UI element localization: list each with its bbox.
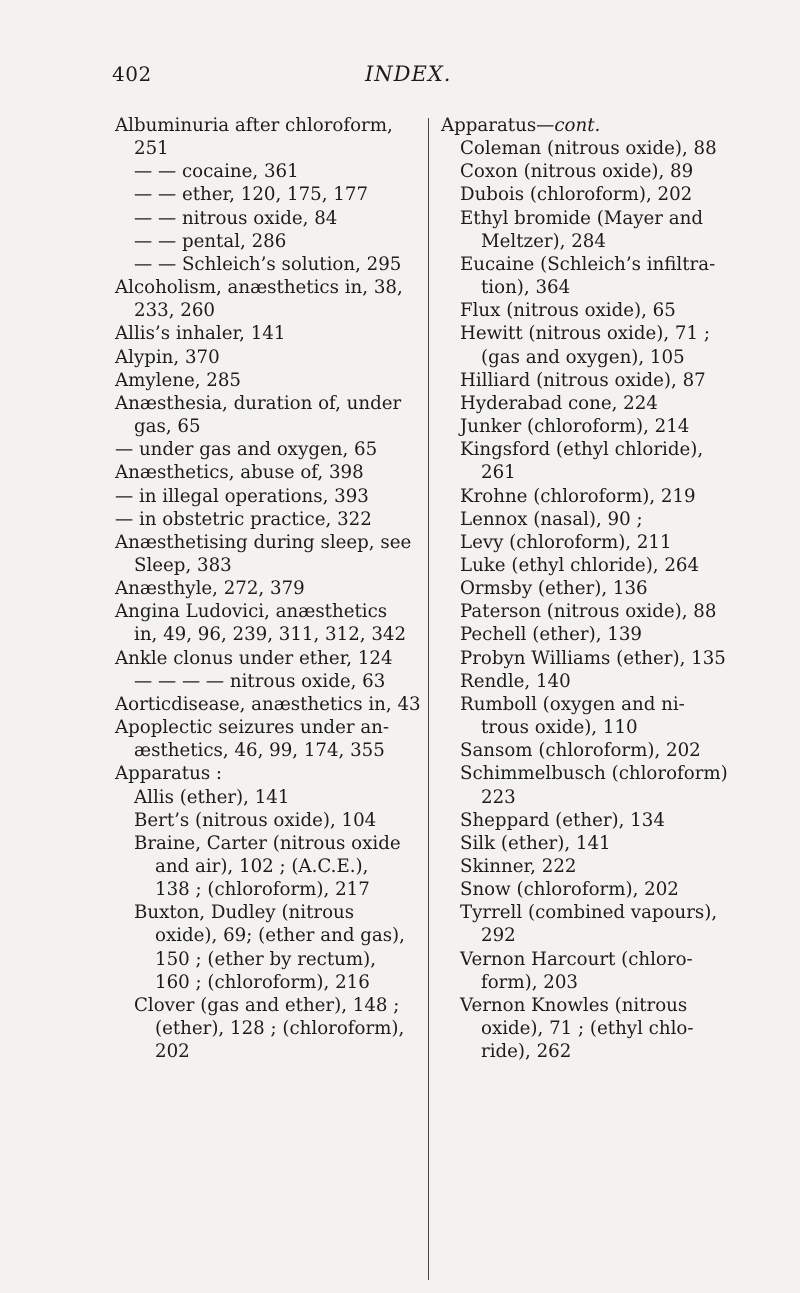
index-entry: Pechell (ether), 139 bbox=[460, 624, 642, 646]
column-divider bbox=[428, 118, 429, 1280]
index-entry: Ankle clonus under ether, 124 bbox=[115, 647, 393, 669]
index-entry: Angina Ludovici, anæsthetics bbox=[115, 601, 388, 623]
index-entry: in, 49, 96, 239, 311, 312, 342 bbox=[134, 624, 407, 646]
index-entry: Levy (chloroform), 211 bbox=[460, 531, 672, 553]
index-entry: Apoplectic seizures under an- bbox=[115, 717, 390, 739]
index-entry: and air), 102 ; (A.C.E.), bbox=[155, 856, 369, 877]
index-entry: Luke (ethyl chloride), 264 bbox=[460, 554, 700, 576]
index-entry: Ethyl bromide (Mayer and bbox=[460, 207, 703, 229]
index-entry: (ether), 128 ; (chloroform), bbox=[155, 1018, 405, 1040]
index-entry: gas, 65 bbox=[134, 416, 201, 438]
index-entry: Probyn Williams (ether), 135 bbox=[460, 647, 726, 669]
index-entry: Alypin, 370 bbox=[115, 346, 220, 368]
index-entry: Albuminuria after chloroform, bbox=[115, 115, 393, 136]
index-entry: 150 ; (ether by rectum), bbox=[155, 948, 377, 970]
index-entry: Aorticdisease, anæsthetics in, 43 bbox=[115, 693, 421, 715]
index-entry: Rumboll (oxygen and ni- bbox=[460, 693, 685, 715]
index-entry: Vernon Harcourt (chloro- bbox=[460, 948, 693, 970]
index-entry: — — ether, 120, 175, 177 bbox=[134, 184, 369, 206]
index-entry: — — cocaine, 361 bbox=[134, 161, 299, 183]
index-entry: Meltzer), 284 bbox=[481, 230, 606, 252]
index-entry: Paterson (nitrous oxide), 88 bbox=[460, 601, 717, 623]
index-entry: Apparatus : bbox=[115, 763, 223, 785]
index-entry: (gas and oxygen), 105 bbox=[481, 346, 685, 368]
index-entry: Coxon (nitrous oxide), 89 bbox=[460, 161, 694, 183]
index-entry: Hilliard (nitrous oxide), 87 bbox=[460, 369, 706, 391]
index-entry-heading bbox=[441, 114, 761, 137]
index-entry: æsthetics, 46, 99, 174, 355 bbox=[134, 740, 385, 762]
index-entry: Hyderabad cone, 224 bbox=[460, 392, 658, 414]
index-entry: 223 bbox=[481, 786, 516, 808]
index-entry: Amylene, 285 bbox=[115, 369, 241, 391]
index-entry: ride), 262 bbox=[481, 1041, 572, 1063]
index-entry: — in illegal operations, 393 bbox=[115, 485, 369, 507]
index-entry: Allis (ether), 141 bbox=[134, 786, 290, 808]
index-entry: Junker (chloroform), 214 bbox=[460, 416, 690, 438]
index-entry: oxide), 71 ; (ethyl chlo- bbox=[481, 1018, 694, 1040]
index-entry: Sleep, 383 bbox=[134, 554, 232, 576]
index-entry: Buxton, Dudley (nitrous bbox=[134, 902, 355, 924]
index-entry: Anæsthetics, abuse of, 398 bbox=[115, 462, 364, 484]
index-entry: Bert’s (nitrous oxide), 104 bbox=[134, 809, 377, 831]
index-entry: form), 203 bbox=[481, 971, 578, 993]
index-entry: 138 ; (chloroform), 217 bbox=[155, 879, 370, 901]
page-header bbox=[0, 62, 800, 92]
index-entry: Snow (chloroform), 202 bbox=[460, 879, 679, 901]
index-entry: Ormsby (ether), 136 bbox=[460, 578, 648, 600]
index-column-right bbox=[441, 114, 761, 1063]
index-entry: — in obstetric practice, 322 bbox=[115, 508, 372, 530]
index-entry: Hewitt (nitrous oxide), 71 ; bbox=[460, 323, 710, 345]
index-entry: — — nitrous oxide, 84 bbox=[134, 207, 338, 229]
index-entry: Schimmelbusch (chloroform) bbox=[460, 763, 728, 785]
index-entry: Kingsford (ethyl chloride), bbox=[460, 439, 704, 461]
index-entry: 202 bbox=[155, 1041, 190, 1063]
index-entry: Alcoholism, anæsthetics in, 38, bbox=[115, 277, 403, 299]
index-entry: Tyrrell (combined vapours), bbox=[460, 902, 718, 924]
index-entry: Allis’s inhaler, 141 bbox=[115, 323, 286, 345]
index-entry: — — pental, 286 bbox=[134, 230, 287, 252]
index-entry: Flux (nitrous oxide), 65 bbox=[460, 300, 676, 322]
index-entry-heading-text: Apparatus— bbox=[441, 115, 555, 136]
index-entry: Vernon Knowles (nitrous bbox=[460, 994, 688, 1016]
index-entry: 251 bbox=[134, 138, 169, 160]
index-entry: Lennox (nasal), 90 ; bbox=[460, 508, 643, 530]
index-entry: 233, 260 bbox=[134, 300, 215, 322]
index-entry: 261 bbox=[481, 462, 516, 484]
index-entry: Clover (gas and ether), 148 ; bbox=[134, 994, 400, 1016]
index-entry: Dubois (chloroform), 202 bbox=[460, 184, 693, 206]
index-entry: — — — — nitrous oxide, 63 bbox=[134, 670, 386, 692]
index-entry: — — Schleich’s solution, 295 bbox=[134, 253, 402, 275]
page-number: 402 bbox=[112, 62, 152, 86]
index-entry: Coleman (nitrous oxide), 88 bbox=[460, 138, 717, 160]
continued-label: cont. bbox=[554, 115, 601, 136]
index-entry: 292 bbox=[481, 925, 516, 947]
index-entry: Anæsthetising during sleep, see bbox=[115, 531, 412, 553]
index-column-left bbox=[115, 114, 425, 1063]
index-entry: Silk (ether), 141 bbox=[460, 832, 611, 854]
index-entry: Rendle, 140 bbox=[460, 670, 571, 692]
index-entry: trous oxide), 110 bbox=[481, 717, 638, 739]
index-entry: Anæsthesia, duration of, under bbox=[115, 392, 402, 414]
index-entry: Eucaine (Schleich’s infiltra- bbox=[460, 253, 716, 275]
index-entry: tion), 364 bbox=[481, 277, 571, 299]
index-entry: Anæsthyle, 272, 379 bbox=[115, 578, 305, 600]
index-entry: Sheppard (ether), 134 bbox=[460, 809, 665, 831]
index-entry: Braine, Carter (nitrous oxide bbox=[134, 832, 401, 854]
index-entry: — under gas and oxygen, 65 bbox=[115, 439, 378, 461]
index-entry: 160 ; (chloroform), 216 bbox=[155, 971, 370, 993]
index-entry: Krohne (chloroform), 219 bbox=[460, 485, 696, 507]
index-entry: Sansom (chloroform), 202 bbox=[460, 740, 701, 762]
index-entry: Skinner, 222 bbox=[460, 856, 577, 877]
index-entry: oxide), 69; (ether and gas), bbox=[155, 925, 405, 947]
running-head: INDEX. bbox=[365, 62, 452, 86]
